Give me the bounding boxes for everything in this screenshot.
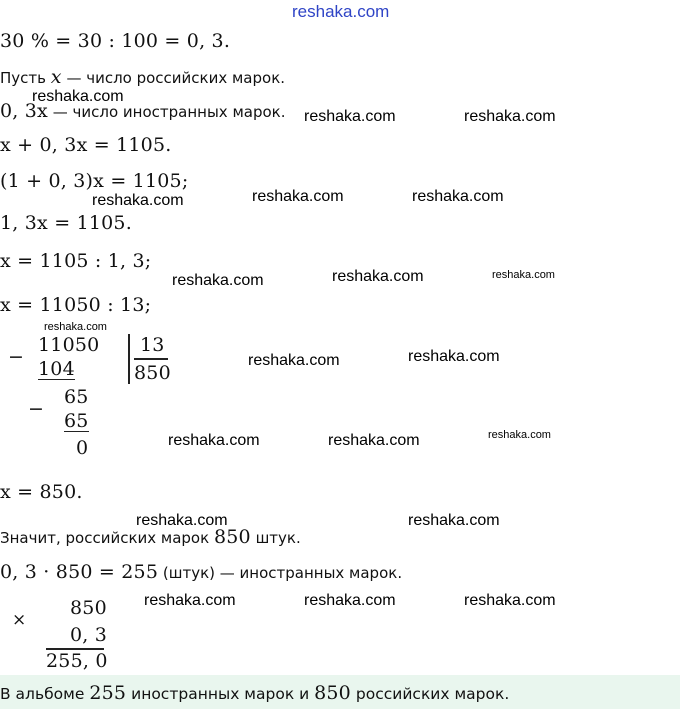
answer-part-2: иностранных марок и [126,685,315,703]
line-result: x = 850. [0,481,83,503]
ld-quotient-line [134,358,168,360]
conclusion-rest: штук. [250,529,301,547]
watermark: reshaka.com [408,512,500,529]
mult-sign: × [12,610,27,630]
mult-factor-1: 850 [70,597,107,619]
ld-dividend: 11050 [38,334,100,356]
conclusion-number: 850 [213,526,251,548]
line-equation: x + 0, 3x = 1105. [0,134,172,156]
watermark: reshaka.com [412,188,504,205]
answer-number-2: 850 [314,682,351,704]
watermark: reshaka.com [136,512,228,529]
foreign-count-expr: 0, 3 · 850 = 255 [0,561,159,583]
mult-product: 255, 0 [46,650,108,672]
ld-subtrahend-2: 65 [64,410,89,432]
ld-divisor: 13 [140,334,165,356]
watermark: reshaka.com [252,188,344,205]
watermark: reshaka.com [248,352,340,369]
foreign-rest: — число иностранных марок. [47,103,286,121]
ld-minus-1: − [8,346,25,368]
watermark: reshaka.com [44,321,107,333]
line-simplified: 1, 3x = 1105. [0,212,132,234]
line-division-scaled: x = 11050 : 13; [0,294,152,316]
ld-remainder-1: 65 [64,386,89,408]
foreign-expr: 0, 3x [0,100,48,122]
foreign-count-rest: (штук) — иностранных марок. [158,564,403,582]
ld-subtrahend-1: 104 [38,358,75,380]
conclusion-text: Значит, российских марок [0,529,214,547]
watermark: reshaka.com [144,592,236,609]
answer-part-1: В альбоме [0,685,90,703]
let-rest: — число российских марок. [61,69,286,87]
answer-text [0,682,509,704]
watermark: reshaka.com [492,269,555,281]
watermark: reshaka.com [92,192,184,209]
line-factored: (1 + 0, 3)x = 1105; [0,170,189,192]
ld-divider-line [128,334,130,384]
answer-number-1: 255 [89,682,127,704]
watermark: reshaka.com [464,592,556,609]
mult-factor-2: 0, 3 [70,624,108,646]
var-x: x [50,66,62,88]
ld-quotient: 850 [134,362,171,384]
watermark: reshaka.com [488,429,551,441]
line-let-x [0,66,285,88]
site-link[interactable]: reshaka.com [292,2,390,21]
watermark: reshaka.com [304,108,396,125]
line-foreign-count [0,561,402,583]
watermark: reshaka.com [332,268,424,285]
watermark: reshaka.com [172,272,264,289]
watermark: reshaka.com [328,432,420,449]
ld-minus-2: − [28,398,45,420]
watermark: reshaka.com [304,592,396,609]
let-text: Пусть [0,69,51,87]
watermark: reshaka.com [408,348,500,365]
ld-remainder-2: 0 [76,437,89,459]
line-division: x = 1105 : 1, 3; [0,250,152,272]
watermark: reshaka.com [464,108,556,125]
watermark: reshaka.com [32,88,124,105]
watermark: reshaka.com [168,432,260,449]
answer-part-3: российских марок. [350,685,510,703]
line-percent: 30 % = 30 : 100 = 0, 3. [0,30,231,52]
